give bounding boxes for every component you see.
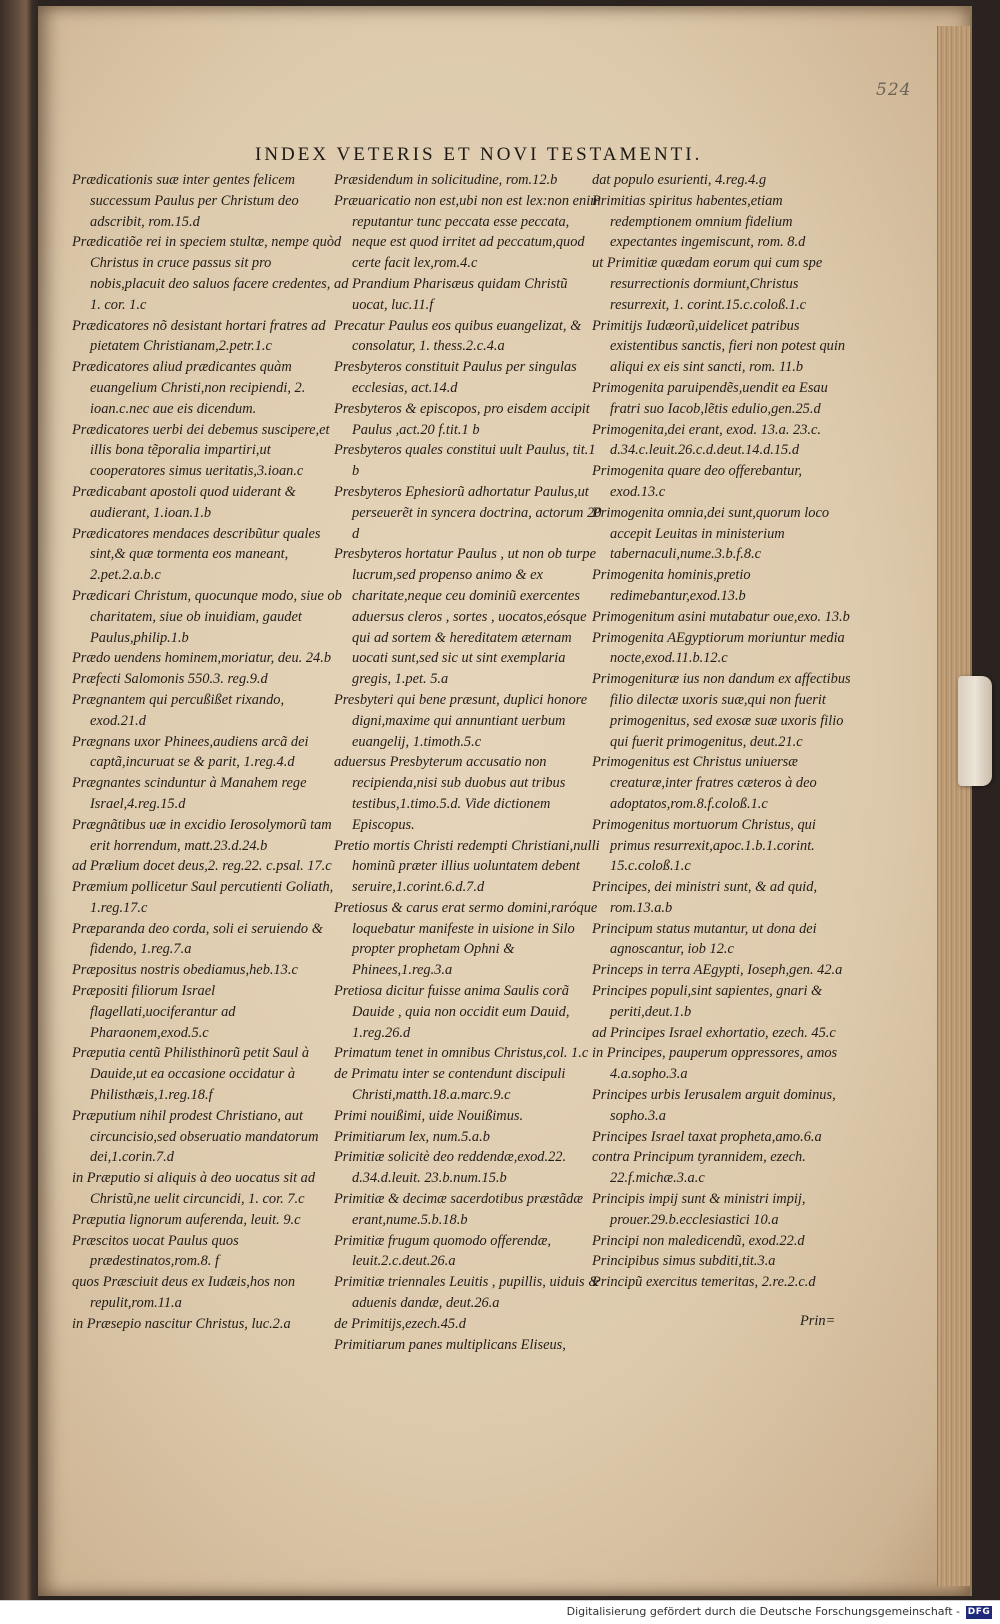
page-edges: [937, 26, 970, 1586]
index-entry: Principibus simus subditi,tit.3.a: [592, 1253, 776, 1270]
index-entry: Pretiosa dicitur fuisse anima Saulis corã Dauide , quia non occidit eum Dauid, 1.reg.26.d: [334, 983, 570, 1041]
index-entry: Prædicatores uerbi dei debemus suscipere,et illis bona tẽporalia impartiri,ut cooperatores simus ueritatis,3.ioan.c: [72, 421, 330, 480]
index-entry: Primogenita hominis,pretio redimebantur,exod.13.b: [592, 567, 751, 604]
index-entry: Primitijs Iudæorũ,uidelicet patribus existentibus sanctis, fieri non potest quin aliqui ex eis sint sancti, rom. 11.b: [592, 317, 846, 376]
index-entry: Præuaricatio non est,ubi non est lex:non enim reputantur tunc peccata esse peccata, neque est quod irritet ad peccatum,quod certe facit lex,rom.4.c: [334, 192, 601, 272]
index-entry: Prædicatores aliud prædicantes quàm euangelium Christi,non recipiendi, 2. ioan.c.nec aue eis dicendum.: [72, 359, 306, 417]
index-entry: Primogenita omnia,dei sunt,quorum loco accepit Leuitas in ministerium tabernaculi,nume.3.b.f.8.c: [592, 504, 830, 563]
index-entry: Præputium nihil prodest Christiano, aut circuncisio,sed obseruatio mandatorum dei,1.corin.7.d: [72, 1107, 319, 1166]
index-entry: Primogenituræ ius non dandum ex affectibus filio dilectæ uxoris suæ,qui non fuerit primogenitus, sed exosæ suæ uxoris filio qui fuerit primogenitus, deut.21.c: [592, 671, 851, 750]
index-entry: ut Primitiæ quædam eorum qui cum spe resurrectionis dormiunt,Christus resurrexit, 1. corint.15.c.coloß.1.c: [592, 255, 823, 313]
index-entry: ad Prandium Pharisæus quidam Christũ uocat, luc.11.f: [334, 275, 568, 313]
index-entry: Prædicari Christum, quocunque modo, siue ob charitatem, siue ob inuidiam, gaudet Paulus,philip.1.b: [72, 587, 342, 646]
index-entry: Præputia centũ Philisthinorũ petit Saul à Dauide,ut ea occasione occidatur à Philisthæis,1.reg.18.f: [72, 1045, 310, 1104]
index-entry: Primogenita,dei erant, exod. 13.a. 23.c. d.34.c.leuit.26.c.d.deut.14.d.15.d: [592, 421, 822, 459]
index-entry: Presbyteros constituit Paulus per singulas ecclesias, act.14.d: [334, 359, 577, 396]
index-entry: Primitiarum lex, num.5.a.b: [334, 1128, 490, 1145]
index-entry: Principes Israel taxat propheta,amo.6.a: [592, 1128, 822, 1145]
index-entry: Primogenitus mortuorum Christus, qui primus resurrexit,apoc.1.b.1.corint. 15.c.coloß.1.c: [592, 816, 816, 875]
index-entry: Primitiarum panes multiplicans Eliseus,: [334, 1336, 566, 1353]
index-entry: Primogenita AEgyptiorum moriuntur media nocte,exod.11.b.12.c: [592, 629, 845, 667]
index-entry: Presbyteros & episcopos, pro eisdem accipit Paulus ,act.20 f.tit.1 b: [334, 400, 590, 438]
index-entry: aduersus Presbyterum accusatio non recipienda,nisi sub duobus aut tribus testibus,1.timo.5.d. Vide dictionem Episcopus.: [334, 754, 566, 833]
index-entry: Primi nouißimi, uide Nouißimus.: [334, 1107, 524, 1124]
index-entry: dat populo esurienti, 4.reg.4.g: [592, 172, 767, 188]
index-entry: Præparanda deo corda, soli ei seruiendo & fidendo, 1.reg.7.a: [72, 920, 323, 958]
index-entry: quos Præsciuit deus ex Iudæis,hos non repulit,rom.11.a: [72, 1274, 296, 1312]
index-entry: Principum status mutantur, ut dona dei agnoscantur, iob 12.c: [592, 920, 817, 958]
index-entry: contra Principum tyrannidem, ezech. 22.f.michæ.3.a.c: [592, 1149, 806, 1187]
index-entry: Primitiæ & decimæ sacerdotibus præstãdæ erant,nume.5.b.18.b: [334, 1191, 583, 1228]
index-entry: Presbyteros Ephesiorũ adhortatur Paulus,ut perseuerẽt in syncera doctrina, actorum 20 d: [334, 483, 602, 542]
index-entry: Prægnantem qui percußißet rixando, exod.21.d: [72, 691, 285, 729]
dfg-logo: DFG: [967, 1607, 991, 1617]
index-entry: in Præsepio nascitur Christus, luc.2.a: [72, 1315, 291, 1332]
index-entry: Primogenitus est Christus uniuersæ creaturæ,inter fratres cæteros à deo adoptatos,rom.8.f.coloß.1.c: [592, 754, 817, 812]
index-entry: Præputia lignorum auferenda, leuit. 9.c: [72, 1211, 301, 1228]
index-entry: Primogenita quare deo offerebantur, exod.13.c: [592, 463, 802, 500]
index-entry: Primogenita paruipendẽs,uendit ea Esau fratri suo Iacob,lẽtis edulio,gen.25.d: [592, 379, 828, 417]
index-entry: Primatum tenet in omnibus Christus,col. 1.c: [334, 1045, 589, 1062]
index-entry: Prægnantes scinduntur à Manahem rege Israel,4.reg.15.d: [72, 775, 307, 812]
index-entry: in Præputio si aliquis à deo uocatus sit ad Christũ,ne uelit circuncidi, 1. cor. 7.c: [72, 1170, 316, 1208]
index-column-3: [592, 170, 856, 1293]
index-entry: Præsidendum in solicitudine, rom.12.b: [334, 172, 558, 188]
index-entry: ad Prælium docet deus,2. reg.22. c.psal. 17.c: [72, 858, 332, 875]
index-entry: Presbyteri qui bene præsunt, duplici honore digni,maxime qui annuntiant uerbum euangelij, 1.timoth.5.c: [334, 691, 588, 750]
running-header: INDEX VETERIS ET NOVI TESTAMENTI.: [255, 144, 703, 165]
index-entry: Prædicationis suæ inter gentes felicem successum Paulus per Christum deo adscribit, rom.15.d: [72, 172, 299, 230]
index-entry: Principi non maledicendũ, exod.22.d: [592, 1232, 805, 1249]
footer-credit: Digitalisierung gefördert durch die Deutsche Forschungsgemeinschaft -: [566, 1605, 960, 1618]
index-entry: Primitiæ triennales Leuitis , pupillis, uiduis & aduenis dandæ, deut.26.a: [334, 1274, 600, 1312]
index-entry: Pretiosus & carus erat sermo domini,raróque loquebatur manifeste in uisione in Silo propter prophetam Ophni & Phinees,1.reg.3.a: [334, 899, 598, 979]
bookmark-tab: [958, 676, 992, 786]
catchword: Prin=: [800, 1313, 836, 1329]
index-entry: Prægnãtibus uæ in excidio Ierosolymorũ tam erit horrendum, matt.23.d.24.b: [72, 816, 332, 854]
index-entry: Presbyteros hortatur Paulus , ut non ob turpe lucrum,sed propenso animo & ex charitate,neque ceu dominiũ exercentes aduersus cleros , sortes , uocatos,eósque qui ad sortem & hereditatem æternam uocati sunt,sed sic ut sint exemplaria gregis, 1.pet. 5.a: [334, 546, 596, 688]
index-entry: Primitiæ frugum quomodo offerendæ, leuit.2.c.deut.26.a: [334, 1232, 551, 1270]
index-entry: Prædicatores nõ desistant hortari fratres ad pietatem Christianam,2.petr.1.c: [72, 317, 326, 355]
index-entry: de Primitijs,ezech.45.d: [334, 1315, 466, 1332]
index-entry: Pretio mortis Christi redempti Christiani,nulli hominũ præter illius uoluntatem debent seruire,1.corint.6.d.7.d: [334, 837, 600, 896]
index-entry: Prædo uendens hominem,moriatur, deu. 24.b: [72, 650, 332, 667]
index-entry: Præpositi filiorum Israel flagellati,uociferantur ad Pharaonem,exod.5.c: [72, 983, 236, 1041]
index-entry: Primitiæ solicitè deo reddendæ,exod.22. d.34.d.leuit. 23.b.num.15.b: [334, 1149, 567, 1187]
index-entry: Precatur Paulus eos quibus euangelizat, & consolatur, 1. thess.2.c.4.a: [334, 317, 582, 355]
index-entry: Primogenitum asini mutabatur oue,exo. 13.b: [592, 608, 850, 625]
index-entry: Presbyteros quales constitui uult Paulus, tit.1 b: [334, 442, 596, 480]
index-entry: Prædicatiõe rei in speciem stultæ, nempe quòd Christus in cruce passus sit pro nobis,placuit deo saluos facere credentes, 1. cor. 1.c: [72, 234, 342, 313]
index-entry: Prædicatores mendaces describũtur quales sint,& quæ tormenta eos maneant, 2.pet.2.a.b.c: [72, 525, 321, 584]
index-entry: Prægnans uxor Phinees,audiens arcã dei captã,incuruat se & parit, 1.reg.4.d: [72, 733, 309, 771]
index-entry: Primitias spiritus habentes,etiam redemptionem omnium fidelium expectantes ingemiscunt, rom. 8.d: [592, 192, 806, 251]
index-column-2: [334, 170, 602, 1355]
index-entry: Principes urbis Ierusalem arguit dominus, sopho.3.a: [592, 1087, 836, 1124]
index-entry: Principes populi,sint sapientes, gnari & periti,deut.1.b: [592, 983, 823, 1020]
index-entry: in Principes, pauperum oppressores, amos 4.a.sopho.3.a: [592, 1045, 838, 1083]
index-entry: Princeps in terra AEgypti, Ioseph,gen. 42.a: [592, 962, 843, 979]
index-column-1: [72, 170, 342, 1335]
index-entry: Principũ exercitus temeritas, 2.re.2.c.d: [592, 1274, 816, 1291]
folio-number: 524: [876, 80, 912, 100]
index-entry: de Primatu inter se contendunt discipuli Christi,matth.18.a.marc.9.c: [334, 1066, 566, 1104]
index-entry: Principes, dei ministri sunt, & ad quid, rom.13.a.b: [592, 879, 818, 916]
index-entry: Præfecti Salomonis 550.3. reg.9.d: [72, 671, 268, 688]
index-entry: ad Principes Israel exhortatio, ezech. 45.c: [592, 1024, 836, 1041]
index-entry: Prædicabant apostoli quod uiderant & audierant, 1.ioan.1.b: [72, 483, 296, 521]
index-entry: Præpositus nostris obediamus,heb.13.c: [72, 962, 298, 979]
index-entry: Præscitos uocat Paulus quos prædestinatos,rom.8. f: [72, 1232, 239, 1270]
footer-bar: [0, 1600, 1000, 1624]
index-entry: Principis impij sunt & ministri impij, prouer.29.b.ecclesiastici 10.a: [592, 1191, 806, 1228]
index-entry: Præmium pollicetur Saul percutienti Goliath, 1.reg.17.c: [72, 879, 334, 916]
